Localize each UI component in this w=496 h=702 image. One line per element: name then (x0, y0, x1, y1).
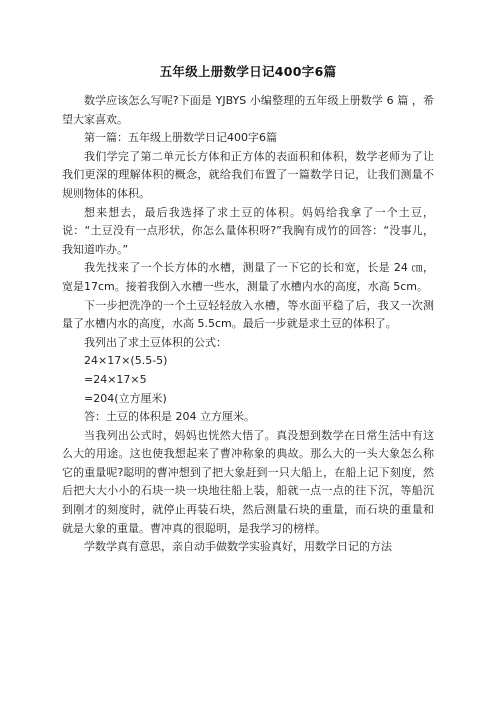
paragraph-7: 学数学真有意思，亲自动手做数学实验真好，用数学日记的方法 (84, 540, 392, 554)
answer-line: 答：土豆的体积是 204 立方厘米。 (84, 410, 255, 424)
formula-line-3: =204(立方厘米) (84, 391, 167, 405)
formula-line-2: =24×17×5 (84, 372, 147, 386)
intro-paragraph: 数学应该怎么写呢?下面是 YJBYS 小编整理的五年级上册数学 6 篇 ，希望大家喜欢。 (62, 94, 434, 126)
paragraph-4: 下一步把洗净的一个土豆轻轻放入水槽，等水面平稳了后，我又一次测量了水槽内水的高度，水高 5.5cm。最后一步就是求土豆的体积了。 (62, 298, 434, 331)
paragraph-3: 我先找来了一个长方体的水槽，测量了一下它的长和宽，长是 24 ㎝，宽是17cm。接着我倒入水槽一些水，测量了水槽内水的高度，水高 5cm。 (62, 261, 434, 293)
paragraph-5: 我列出了求土豆体积的公式： (84, 335, 227, 349)
paragraph-6: 当我列出公式时，妈妈也恍然大悟了。真没想到数学在日常生活中有这么大的用途。这也使我想起来了曹冲称象的典故。那么大的一头大象怎么称它的重量呢?聪明的曹冲想到了把大象赶到一只大船上，在船上记下刻度，然后把大大小小的石块一块一块地往船上装，船就一点一点的往下沉，等船沉到刚才的刻度时，就停止再装石块，然后测量石块的重量，而石块的重量和就是大象的重量。曹冲真的很聪明，是我学习的榜样。 (62, 428, 434, 535)
document-body (62, 92, 434, 557)
formula-line-1: 24×17×(5.5-5) (84, 354, 168, 368)
paragraph-1: 我们学完了第二单元长方体和正方体的表面积和体积，数学老师为了让我们更深的理解体积的概念，就给我们布置了一篇数学日记，让我们测量不规则物体的体积。 (62, 149, 434, 200)
document-title: 五年级上册数学日记400字6篇 (159, 64, 337, 79)
section-heading: 第一篇：五年级上册数学日记400字6篇 (84, 131, 277, 145)
paragraph-2: 想来想去，最后我选择了求土豆的体积。妈妈给我拿了一个土豆，说：“土豆没有一点形状，你怎么量体积呀?”我胸有成竹的回答：“没事儿，我知道咋办。” (62, 205, 434, 256)
